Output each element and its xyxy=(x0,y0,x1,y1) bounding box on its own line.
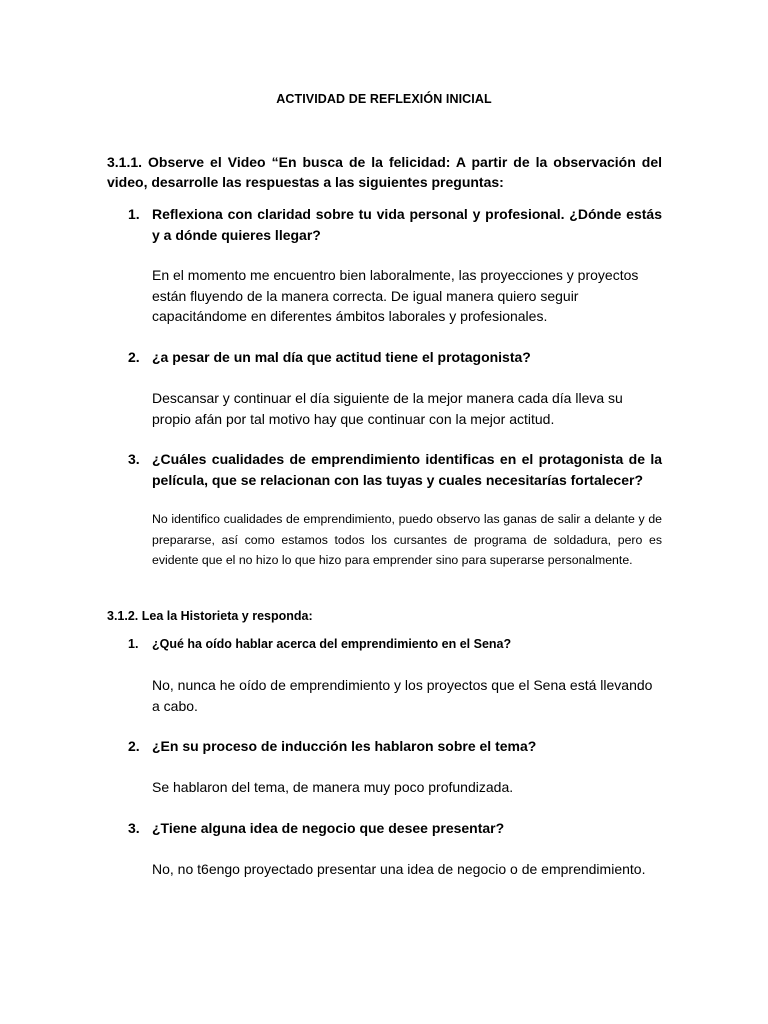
answer-text: No, nunca he oído de emprendimiento y los proyectos que el Sena está llevando a cabo. xyxy=(152,677,653,714)
answer-text: No, no t6engo proyectado presentar una idea de negocio o de emprendimiento. xyxy=(152,861,646,877)
question-text: ¿En su proceso de inducción les hablaron sobre el tema? xyxy=(152,738,537,754)
question-number: 1. xyxy=(128,637,139,651)
question-text: ¿a pesar de un mal día que actitud tiene el protagonista? xyxy=(152,349,531,365)
question-number: 2. xyxy=(128,738,140,754)
document-title: ACTIVIDAD DE REFLEXIÓN INICIAL xyxy=(276,92,492,106)
answer-text: Se hablaron del tema, de manera muy poco profundizada. xyxy=(152,779,514,795)
question-number: 1. xyxy=(128,206,140,222)
question-number: 3. xyxy=(128,451,140,467)
question-number: 2. xyxy=(128,349,140,365)
answer-text: En el momento me encuentro bien laboralmente, las proyecciones y proyectos están fluyendo de la manera correcta. De igual manera quiero seguir capacitándome en diferentes ámbitos laborales y profesionales. xyxy=(152,267,639,324)
question-text: Reflexiona con claridad sobre tu vida personal y profesional. ¿Dónde estás y a dónde quieres llegar? xyxy=(152,206,662,243)
section-heading-3-1-2: 3.1.2. Lea la Historieta y responda: xyxy=(107,609,313,623)
answer-text: Descansar y continuar el día siguiente de la mejor manera cada día lleva su propio afán por tal motivo hay que continuar con la mejor actitud. xyxy=(152,390,623,427)
question-text: ¿Tiene alguna idea de negocio que desee presentar? xyxy=(152,820,505,836)
question-text: ¿Cuáles cualidades de emprendimiento identificas en el protagonista de la película, que se relacionan con las tuyas y cuales necesitarías fortalecer? xyxy=(152,451,662,488)
question-number: 3. xyxy=(128,820,140,836)
section-heading-3-1-1: 3.1.1. Observe el Video “En busca de la felicidad: A partir de la observación del video, desarrolle las respuestas a las siguientes preguntas: xyxy=(107,154,662,190)
answer-text: No identifico cualidades de emprendimiento, puedo observo las ganas de salir a delante y de prepararse, así como estamos todos los cursantes de programa de soldadura, pero es evidente que el no hizo lo que hizo para emprender sino para superarse personalmente. xyxy=(152,512,662,567)
question-text: ¿Qué ha oído hablar acerca del emprendimiento en el Sena? xyxy=(152,637,512,651)
